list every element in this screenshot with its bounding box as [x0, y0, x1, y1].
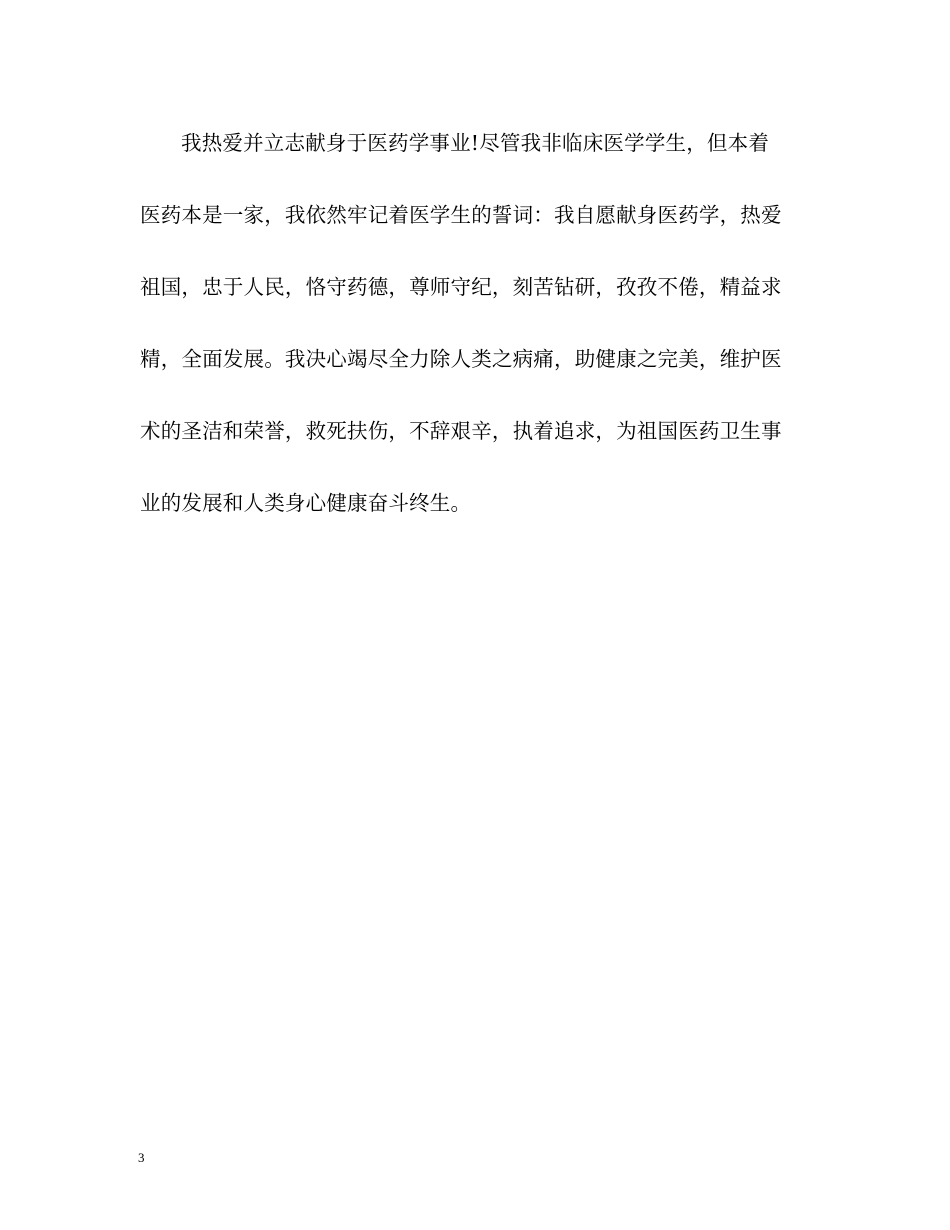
paragraph-line-1: 我热爱并立志献身于医药学事业!尽管我非临床医学学生，但本着	[181, 131, 770, 155]
paragraph-line-5: 术的圣洁和荣誉，救死扶伤，不辞艰辛，执着追求，为祖国医药卫生事	[140, 419, 782, 443]
body-paragraph	[140, 121, 812, 553]
paragraph-line-2: 医药本是一家，我依然牢记着医学生的誓词：我自愿献身医药学，热爱	[140, 203, 782, 227]
page-number: 3	[138, 1150, 145, 1165]
paragraph-line-3: 祖国，忠于人民，恪守药德，尊师守纪，刻苦钻研，孜孜不倦，精益求	[140, 275, 782, 299]
paragraph-line-4: 精，全面发展。我决心竭尽全力除人类之病痛，助健康之完美，维护医	[140, 347, 782, 371]
paragraph-line-6: 业的发展和人类身心健康奋斗终生。	[140, 491, 472, 515]
